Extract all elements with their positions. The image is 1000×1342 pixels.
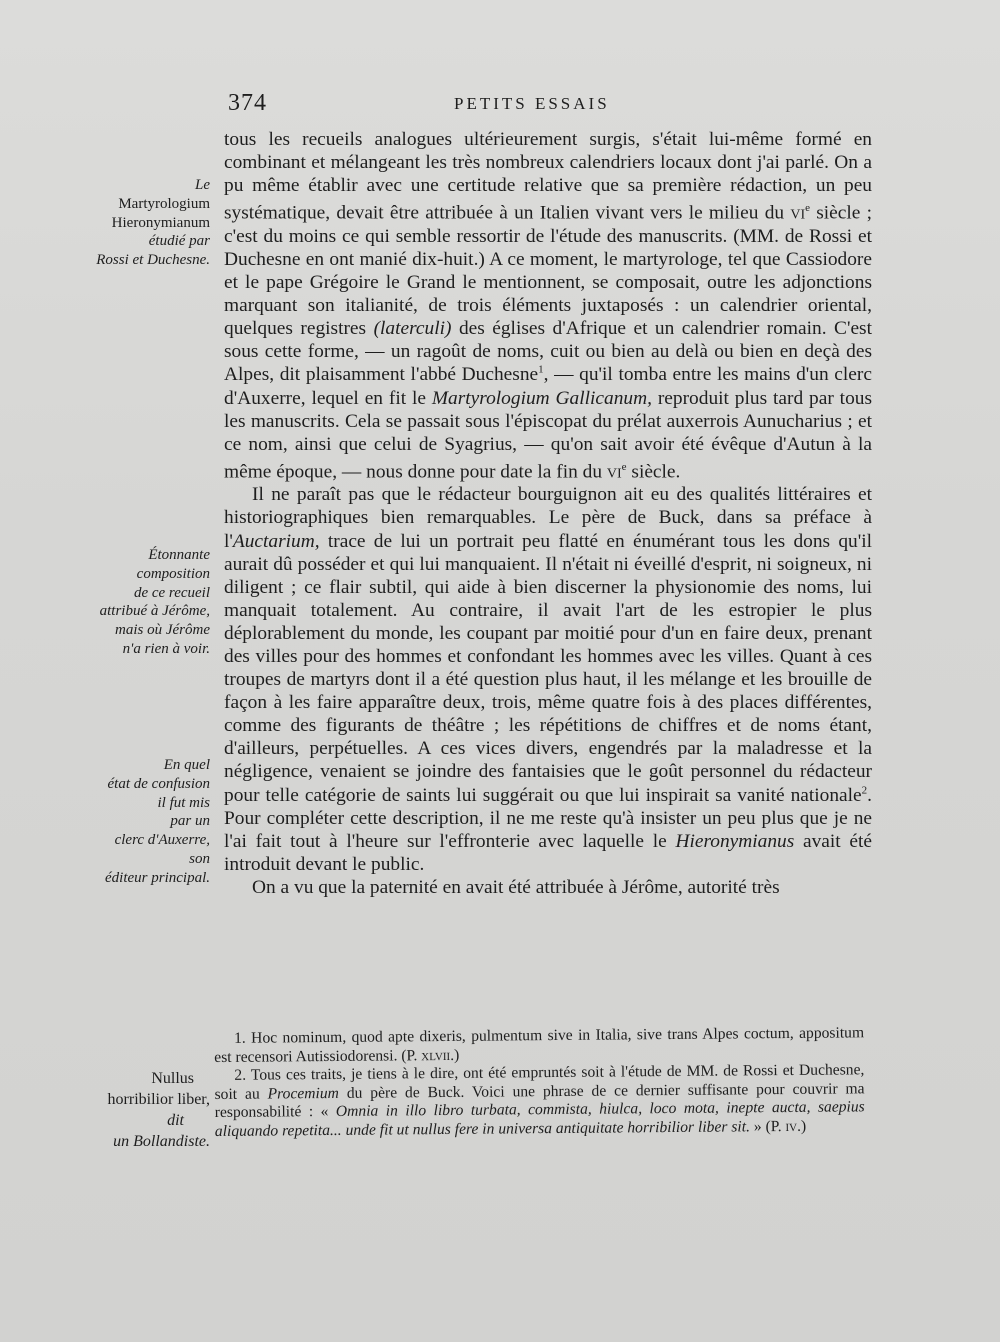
margin-note-line: n'a rien à voir. (122, 640, 210, 657)
text-run: du père de Buck. Voici une phrase de ce dernier suffisante pour couvrir ma responsabilité : « (214, 1080, 865, 1122)
footnote-2 (214, 1062, 865, 1142)
text-run: .) (450, 1046, 460, 1064)
margin-note-line: il fut mis (157, 794, 210, 811)
text-run: tous les recueils analogues ultérieurement surgis, s'était lui-même formé en combinant et mélangeant les très nombreux calendriers locaux dont j'ai parlé. On a pu même établir avec une certitude relative que sa première rédaction, un peu systématique, devait être attribuée à un Italien vivant vers le milieu du (224, 129, 872, 224)
margin-note-martyrologium (70, 176, 210, 270)
margin-note-composition (70, 546, 210, 659)
text-run: reproduit plus tard par tous les manuscrits. Cela se passait sous l'épiscopat du prélat auxerrois Aunucharius ; et ce nom, ainsi que celui de Syagrius, — qu'on sait avoir été évêque d'Autun à la même époque, — nous donne pour date la fin du (224, 387, 872, 483)
footnote-1 (214, 1024, 864, 1067)
margin-note-confusion (70, 756, 210, 888)
margin-note-line: un Bollandiste. (113, 1133, 210, 1150)
margin-note-line: son (189, 850, 210, 867)
page-number: 374 (228, 90, 267, 116)
paragraph (224, 483, 872, 876)
margin-note-line: horribilior liber, (107, 1091, 210, 1108)
margin-note-line: Étonnante (148, 547, 210, 563)
paragraph: On a vu que la paternité en avait été attribuée à Jérôme, autorité très (252, 876, 780, 898)
margin-note-line: Rossi et Duchesne. (96, 252, 210, 269)
text-run: avait été introduit devant le public. (224, 830, 872, 875)
italic-term: Procemium (267, 1084, 339, 1103)
page-reference: iv (785, 1117, 798, 1135)
text-run: des églises d'Afrique et un calendrier romain. C'est sous cette forme, — un ragoût de noms, cuit ou bien au delà ou bien en deçà des Alpes, dit plaisamment l'abbé Duchesne (224, 318, 872, 386)
text-run: Il ne paraît pas que le rédacteur bourguignon ait eu des qualités littéraires et historiographiques bien remarquables. Le père de Buck, dans sa préface à l' (224, 484, 872, 552)
margin-note-line: de ce recueil (133, 584, 210, 601)
margin-note-line: étudié par (148, 233, 210, 250)
footnote-reference[interactable]: 2 (861, 784, 868, 797)
text-run: . Pour compléter cette description, il ne me reste qu'à insister un peu plus que je ne l'ai fait tout à l'heure sur l'effronterie avec laquelle le (224, 784, 872, 852)
main-text (224, 128, 872, 899)
century-numeral: vi (606, 461, 622, 483)
footnote-number: 1. (233, 1029, 246, 1047)
margin-note-line: attribué à Jérôme, (99, 603, 210, 620)
century-numeral: vi (790, 202, 806, 224)
text-run: » (P. (749, 1117, 786, 1136)
margin-note-line: éditeur principal. (105, 869, 210, 886)
page-reference: xlvii (421, 1046, 451, 1064)
margin-note-line: mais où Jérôme (115, 622, 210, 639)
text-run: siècle ; c'est du moins ce qui semble ressortir de l'étude des manuscrits. (MM. de Rossi et Duchesne en ont manié dix-huit.) A ce moment, le martyrologe, tel que Cassiodore et le pape Grégoire le Grand le mentionnent, se composait, outre les adjonctions marquant son italianité, de trois éléments juxtaposés : un calendrier oriental, quelques registres (224, 202, 872, 340)
footnote-number: 2. (234, 1066, 247, 1085)
margin-note-line: En quel (163, 757, 210, 773)
superscript: e (805, 202, 810, 215)
margin-note-nullus (70, 1068, 210, 1152)
margin-note-line: Hieronymianum (111, 214, 210, 231)
italic-term: Auctarium, (232, 530, 320, 552)
text-run: , — qu'il tomba entre les mains d'un clerc d'Auxerre, lequel en fit le (224, 364, 872, 409)
margin-note-line: Martyrologium (118, 195, 210, 212)
text-run: .) (797, 1117, 807, 1135)
text-run: Hoc nominum, quod apte dixeris, pulmentum sive in Italia, sive trans Alpes coctum, appositum est recensori Autissiodorensi. (P. (214, 1024, 865, 1066)
margin-note-line: par un (170, 813, 210, 830)
paragraph (224, 128, 872, 483)
text-run: trace de lui un portrait peu flatté en énumérant tous les dons qu'il aurait dû posséder et qui lui manquaient. Il n'était ni éveillé d'esprit, ni soigneux, ni diligent ; ce flair subtil, qui aide à bien discerner la physionomie des noms, lui manquait totalement. Au contraire, il avait l'art de les estropier le plus déplorablement du monde, les coupant par moitié pour d'un en faire deux, prenant des villes pour des hommes et confondant les hommes avec les villes. Quant à ces troupes de martyrs dont il a été question plus haut, il les mélange et les brouille de façon à les faire apparaître deux, trois, même quatre fois à des places différentes, comme des figurants de théâtre ; les répétitions de chiffres et de noms étant, d'ailleurs, perpétuelles. A ces vices divers, engendrés par la maladresse et la négligence, venaient se joindre des fantaisies que le goût personnel du rédacteur pour telle catégorie de saints lui suggérait ou que lui inspirait sa vanité nationale (224, 530, 872, 806)
margin-note-line: état de confusion (107, 775, 210, 792)
italic-term: Martyrologium Gallicanum, (431, 387, 652, 409)
margin-note-line: composition (136, 565, 210, 582)
text-run: Tous ces traits, je tiens à le dire, ont été empruntés soit à l'étude de MM. de Rossi et Duchesne, soit au (214, 1061, 865, 1103)
footnote-reference[interactable]: 1 (538, 363, 544, 376)
italic-term: (laterculi) (373, 318, 452, 340)
margin-note-line: clerc d'Auxerre, (114, 832, 210, 849)
running-title: PETITS ESSAIS (454, 94, 610, 113)
superscript: e (621, 460, 627, 473)
margin-note-line: dit (167, 1112, 184, 1129)
text-run: siècle. (626, 461, 681, 483)
latin-quote: Omnia in illo libro turbata, commista, hiulca, loco mota, inepte aucta, saepius aliquando repetita... unde fit ut nullus fere in universa antiquitate horribilior liber sit. (214, 1098, 865, 1140)
running-head (228, 90, 868, 120)
margin-note-line: Le (195, 177, 210, 193)
margin-note-line: Nullus (151, 1070, 194, 1087)
italic-term: Hieronymianus (675, 830, 795, 852)
footnotes (214, 1024, 865, 1141)
